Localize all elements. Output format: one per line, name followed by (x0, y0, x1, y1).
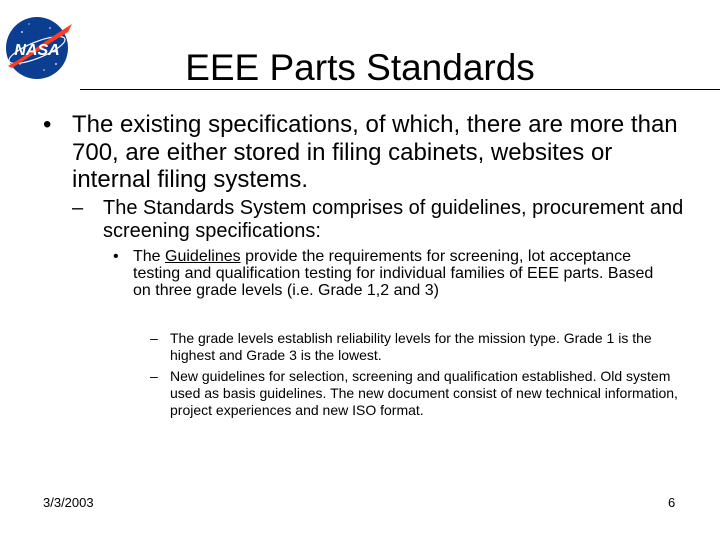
dash-marker: – (150, 330, 158, 346)
dash-marker: – (150, 368, 158, 384)
bullet-marker: • (113, 248, 119, 265)
bullet-level3 (113, 248, 673, 299)
nasa-logo (2, 14, 74, 82)
title-divider (80, 89, 720, 90)
guidelines-emphasis: Guidelines (165, 248, 241, 265)
page-number: 6 (668, 495, 676, 510)
bullet-level1 (43, 111, 683, 194)
dash-marker: – (72, 197, 84, 219)
bullet-text: The existing specifications, of which, there are more than 700, are either stored in filing cabinets, websites or internal filing systems. (72, 111, 678, 193)
bullet-text: The grade levels establish reliability levels for the mission type. Grade 1 is the highest and Grade 3 is the lowest. (170, 330, 652, 363)
bullet-level4-new-guidelines (150, 368, 690, 419)
bullet-text: The Standards System comprises of guidelines, procurement and screening specifications: (103, 197, 684, 242)
logo-wordmark: NASA (14, 42, 60, 59)
page-title: EEE Parts Standards (185, 47, 535, 88)
footer-date: 3/3/2003 (43, 495, 94, 510)
bullet-text: New guidelines for selection, screening and qualification established. Old system used as basis guidelines. The new document consist of new technical information, project experiences and new ISO format. (170, 368, 678, 418)
bullet-marker: • (43, 111, 52, 138)
bullet-text-rest: provide the requirements for screening, lot acceptance testing and qualification testing for individual families of EEE parts. Based on three grade levels (i.e. Grade 1,2 and 3) (133, 248, 654, 299)
bullet-text-prefix: The (133, 248, 166, 265)
bullet-level4-grade-levels (150, 330, 690, 364)
bullet-level2 (72, 197, 692, 243)
